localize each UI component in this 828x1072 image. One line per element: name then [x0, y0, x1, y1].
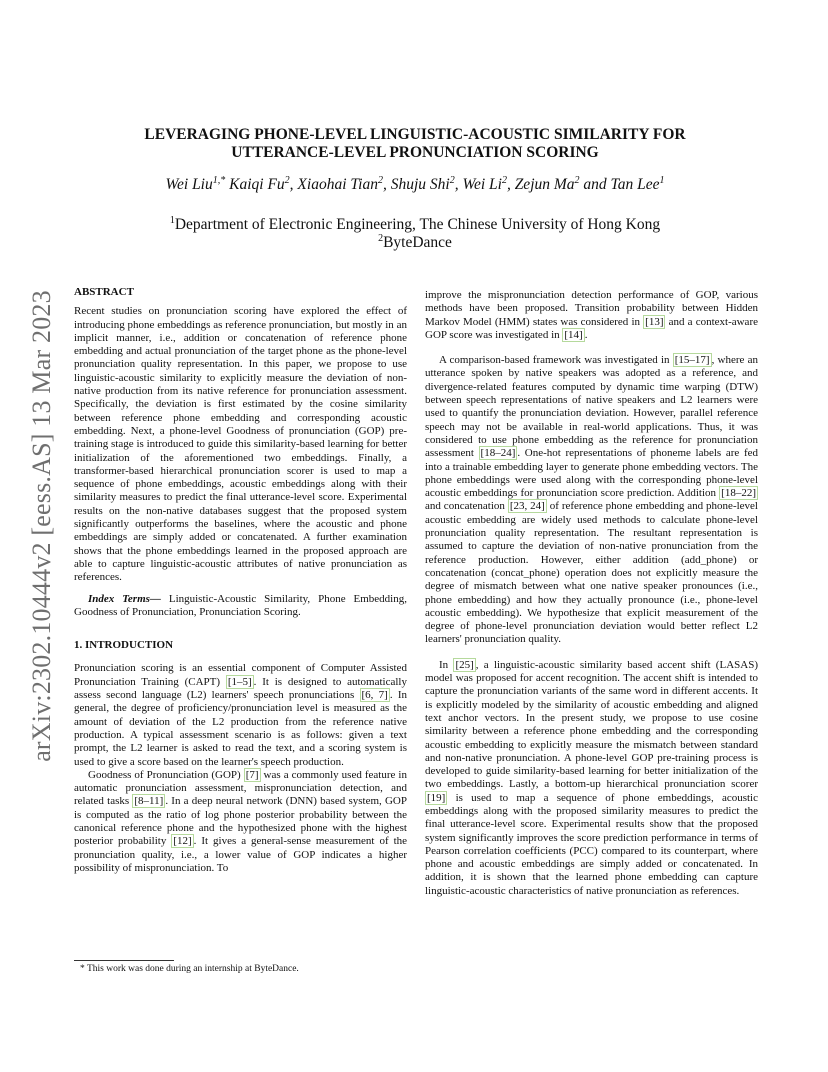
citation-link[interactable]: [18–24] — [480, 447, 516, 460]
text-run: . It is designed to automatically assess second language (L2) learners' speech pronunciations — [74, 675, 407, 702]
paper-title: LEVERAGING PHONE-LEVEL LINGUISTIC-ACOUSTIC SIMILARITY FOR UTTERANCE-LEVEL PRONUNCIATION SCORING — [144, 126, 686, 161]
text-run: of reference phone embedding and phone-level acoustic embedding are widely used methods to calculate phone-level pronunciation quality representation. The resultant representation is assumed to capture the deviation of non-native pronunciation from the reference production. However, either addition (add_phone) or concatenation (concat_phone) operation does not explicitly measure the degree of mismatch between what one native speaker pronounces (i.e., phone embedding) and how they actually pronounce (i.e., phone-level acoustic embedding). We hypothesize that explicit measurement of the degree of phone-level pronunciation deviation would better reflect L2 learners' pronunciation quality. — [425, 500, 758, 646]
abstract-heading: ABSTRACT — [74, 286, 134, 298]
citation-link[interactable]: [13] — [645, 315, 664, 328]
right-paragraph-3 — [425, 659, 758, 898]
author-affil-mark: 1 — [659, 175, 665, 186]
left-column — [74, 286, 407, 875]
text-run: . It gives a general-sense measurement of the pronunciation quality, i.e., a lower value of GOP indicates a higher possibility of mispronunciation. To — [74, 835, 408, 874]
index-terms-label: Index Terms— — [88, 592, 161, 605]
citation-link[interactable]: [8–11] — [134, 795, 164, 808]
intro-paragraph-1 — [74, 662, 407, 768]
text-run: . — [584, 328, 588, 341]
text-run: , where an utterance spoken by native speakers was adopted as a reference, and divergence-related features computed by dynamic time warping (DTW) between speech representations of native speakers and L2 learners were used to quantify the pronunciation deviation. However, parallel reference speech may not be available in real-world applications. Thus, it was considered to use phone embedding as the reference for pronunciation assessment — [425, 354, 758, 460]
text-run: . One-hot representations of phoneme labels are fed into a trainable embedding layer to generate phone embedding vectors. The phone embeddings were used along with the corresponding phone-level acoustic embeddings for pronunciation score prediction. Addition — [425, 447, 758, 500]
affiliation-text: Department of Electronic Engineering, The Chinese University of Hong Kong — [174, 216, 661, 233]
arxiv-id: arXiv:2302.10444v2 [eess.AS] 13 Mar 2023 — [27, 290, 56, 762]
affiliations — [100, 216, 730, 252]
abstract-text: Recent studies on pronunciation scoring have explored the effect of introducing phone embeddings as reference pronunciation, but mostly in an implicit manner, i.e., addition or concatenation of reference phone embedding and actual pronunciation of the target phone as the phone-level pronunciation quality representation. In this paper, we propose to use linguistic-acoustic similarity to explicitly measure the deviation of non-native production from its native reference for pronunciation assessment. Specifically, the deviation is first estimated by the cosine similarity between reference phone embedding and corresponding acoustic embedding. Next, a phone-level Goodness of pronunciation (GOP) pre-training stage is introduced to guide this similarity-based learning for better initialization of the aforementioned two embeddings. Finally, a transformer-based hierarchical pronunciation scorer is used to map a sequence of phone embeddings, acoustic embeddings along with their similarity measures to predict the final utterance-level score. Experimental results on the non-native databases suggest that the proposed system significantly outperforms the baselines, where the acoustic and phone embeddings are simply added or concatenated. A further examination shows that the phone embeddings learned in the proposed approach are able to capture linguistic-acoustic attributes of native pronunciation as references. — [74, 305, 407, 584]
citation-link[interactable]: [15–17] — [674, 354, 710, 367]
author: Tan Lee — [610, 176, 660, 193]
right-column — [425, 289, 758, 898]
text-run: . In general, the degree of proficiency/pronunciation level is measured as the amount of deviation of the L2 production from the reference native production. A typical assessment scenario is as follows: given a text prompt, the L2 learner is asked to read the text, and a scoring system is used to give a score based on the learner's speech production. — [74, 689, 408, 768]
affiliation-text: ByteDance — [383, 234, 452, 251]
affil-mark: 1 — [169, 215, 175, 226]
right-paragraph-2 — [425, 354, 758, 647]
text-run: Pronunciation scoring is an essential component of Computer Assisted Pronunciation Training (CAPT) — [74, 662, 407, 688]
citation-link[interactable]: [19] — [427, 791, 446, 804]
citation-link[interactable]: [18–22] — [721, 487, 756, 500]
text-run: A comparison-based framework was investigated in — [439, 354, 673, 367]
author-affil-mark: 2 — [501, 175, 507, 186]
citation-link[interactable]: [23, 24] — [509, 500, 545, 513]
text-run: , a linguistic-acoustic similarity based accent shift (LASAS) model was proposed for accent recognition. The accent shift is intended to capture the pronunciation variants of the same word in different accents. It is explicitly modeled by the similarity of acoustic embedding and aligned text anchor vectors. In the present study, we propose to use cosine similarity between a reference phone embedding and the corresponding acoustic embedding to explicitly measure the mismatch between standard and non-native pronunciation. A phone-level GOP pre-training process is developed to guide similarity-based learning for better initialization of the two embeddings. Lastly, a bottom-up hierarchical pronunciation scorer — [425, 658, 758, 791]
author-affil-mark: 1,* — [212, 175, 226, 186]
author-affil-mark: 2 — [574, 175, 580, 186]
text-run: and concatenation — [425, 500, 508, 513]
index-terms-text: Linguistic-Acoustic Similarity, Phone Embedding, Goodness of Pronunciation, Pronunciation Scoring. — [74, 592, 407, 618]
author: Shuju Shi — [390, 176, 450, 193]
text-run: and a context-aware GOP score was investigated in — [425, 315, 758, 341]
citation-link[interactable]: [12] — [173, 835, 192, 848]
citation-link[interactable]: [25] — [455, 658, 474, 671]
text-run: improve the mispronunciation detection performance of GOP, various methods have been proposed. Transition probability between Hidden Markov Model (HMM) states was considered in — [425, 289, 758, 328]
author-affil-mark: 2 — [377, 175, 383, 186]
citation-link[interactable]: [1–5] — [227, 675, 252, 688]
author-affil-mark: 2 — [284, 175, 290, 186]
author: Zejun Ma — [514, 176, 575, 193]
author: Xiaohai Tian — [297, 176, 378, 193]
text-run: . In a deep neural network (DNN) based system, GOP is computed as the ratio of log phone posterior probability between the canonical reference phone and the hypothesized phone with the highest posterior probability — [74, 795, 407, 848]
citation-link[interactable]: [6, 7] — [361, 689, 388, 702]
footnote: * This work was done during an internship at ByteDance. — [80, 964, 299, 974]
author: Kaiqi Fu — [229, 176, 285, 193]
text-run: In — [439, 658, 454, 671]
arxiv-sidebar-stamp — [22, 276, 62, 776]
text-run: was a commonly used feature in automatic pronunciation assessment, mispronunciation detection, and related tasks — [74, 768, 407, 808]
citation-link[interactable]: [7] — [245, 768, 259, 781]
citation-link[interactable]: [14] — [564, 328, 583, 341]
footnote-rule — [74, 960, 174, 961]
affiliation-1 — [100, 216, 730, 234]
intro-heading: 1. INTRODUCTION — [74, 639, 174, 652]
affil-mark: 2 — [378, 233, 384, 244]
text-run: Goodness of Pronunciation (GOP) — [88, 768, 244, 781]
author-list: Wei Liu$^{1,*}$ Kaiqi Fu$^2$, Xiaohai Tian$^2$, Shuju Shi$^2$, Wei Li$^2$, Zejun Ma$^2$ and Tan Lee$^1$ — [165, 175, 665, 193]
author-affil-mark: 2 — [449, 175, 455, 186]
author: Wei Liu — [165, 176, 213, 193]
intro-paragraph-2 — [74, 769, 407, 875]
affiliation-2 — [100, 234, 730, 252]
author: Wei Li — [462, 176, 502, 193]
right-paragraph-1 — [425, 289, 758, 342]
text-run: is used to map a sequence of phone embeddings, acoustic embeddings along with the proposed similarity measures to predict the final utterance-level score. Experimental results show that the proposed system significantly improves the score prediction performance in terms of Pearson correlation coefficients (PCC) compared to its counterpart, where phone and acoustic embeddings are simply added or concatenated. In addition, it is shown that the learned phone embedding can capture linguistic-acoustic characteristics of native pronunciation as references. — [425, 791, 758, 897]
index-terms — [74, 593, 407, 620]
